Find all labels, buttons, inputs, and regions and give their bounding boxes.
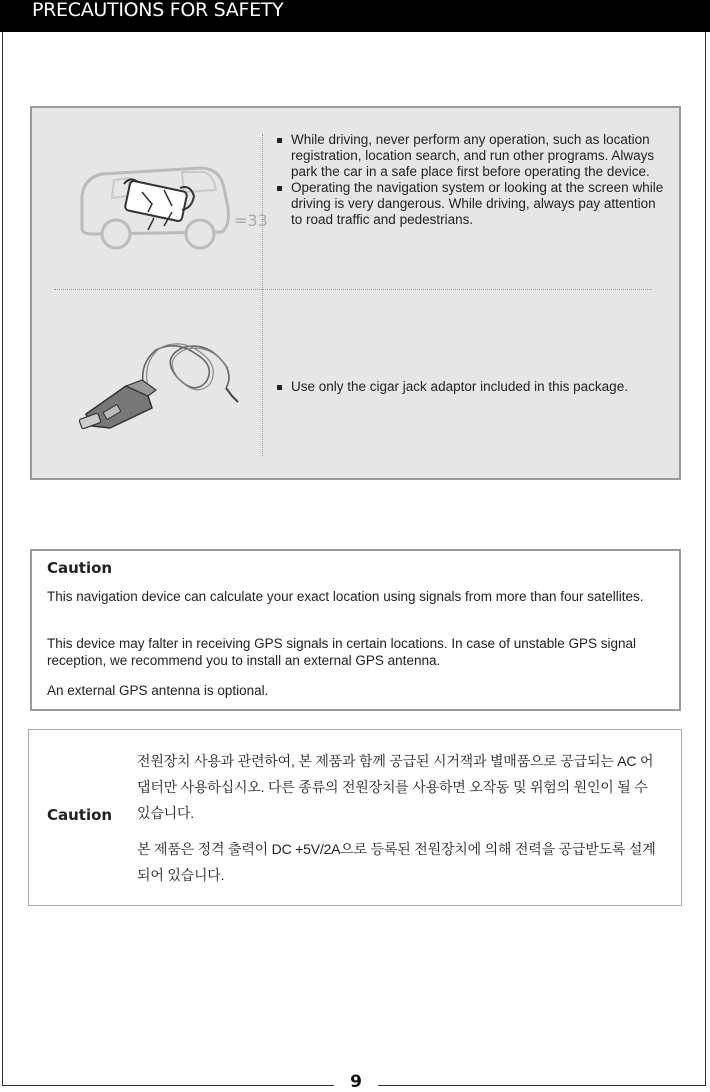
page-number: 9 xyxy=(350,1072,362,1092)
caution-box xyxy=(30,549,681,711)
car-driving-illustration xyxy=(72,156,268,256)
korean-caution-label: Caution xyxy=(47,806,113,824)
horizontal-divider xyxy=(54,289,652,290)
vertical-divider xyxy=(262,134,263,456)
driving-warnings xyxy=(277,132,667,228)
list-item: Use only the cigar jack adaptor included in this package. xyxy=(277,379,667,395)
list-item: While driving, never perform any operation, such as location registration, location search, and run other programs. Always park the car in a safe place first before operating the device. xyxy=(277,132,667,180)
adaptor-warnings xyxy=(277,379,667,395)
caution-paragraph: This device may falter in receiving GPS signals in certain locations. In case of unstable GPS signal reception, we recommend you to install an external GPS antenna. xyxy=(47,636,637,668)
page-title: PRECAUTIONS FOR SAFETY xyxy=(32,0,284,21)
page-number-box xyxy=(334,1072,378,1092)
caution-paragraph: This navigation device can calculate your exact location using signals from more than four satellites. xyxy=(47,589,644,604)
svg-text:=33: =33 xyxy=(234,211,268,230)
safety-box xyxy=(30,106,681,480)
caution-paragraph: An external GPS antenna is optional. xyxy=(47,683,269,698)
cigar-jack-adaptor-illustration xyxy=(76,336,246,432)
caution-heading: Caution xyxy=(47,559,113,577)
list-item: Operating the navigation system or looking at the screen while driving is very dangerous. While driving, always pay attention to road traffic and pedestrians. xyxy=(277,180,667,228)
header-bar xyxy=(0,0,710,32)
korean-caution-paragraph: 전원장치 사용과 관련하여, 본 제품과 함께 공급된 시거잭과 별매품으로 공급되는 AC 어댑터만 사용하십시오. 다른 종류의 전원장치를 사용하면 오작동 및 위험의 원인이 될 수 있습니다. xyxy=(137,753,654,821)
korean-caution-paragraph: 본 제품은 정격 출력이 DC +5V/2A으로 등록된 전원장치에 의해 전력을 공급받도록 설계되어 있습니다. xyxy=(137,841,656,883)
korean-caution-box xyxy=(28,729,682,906)
